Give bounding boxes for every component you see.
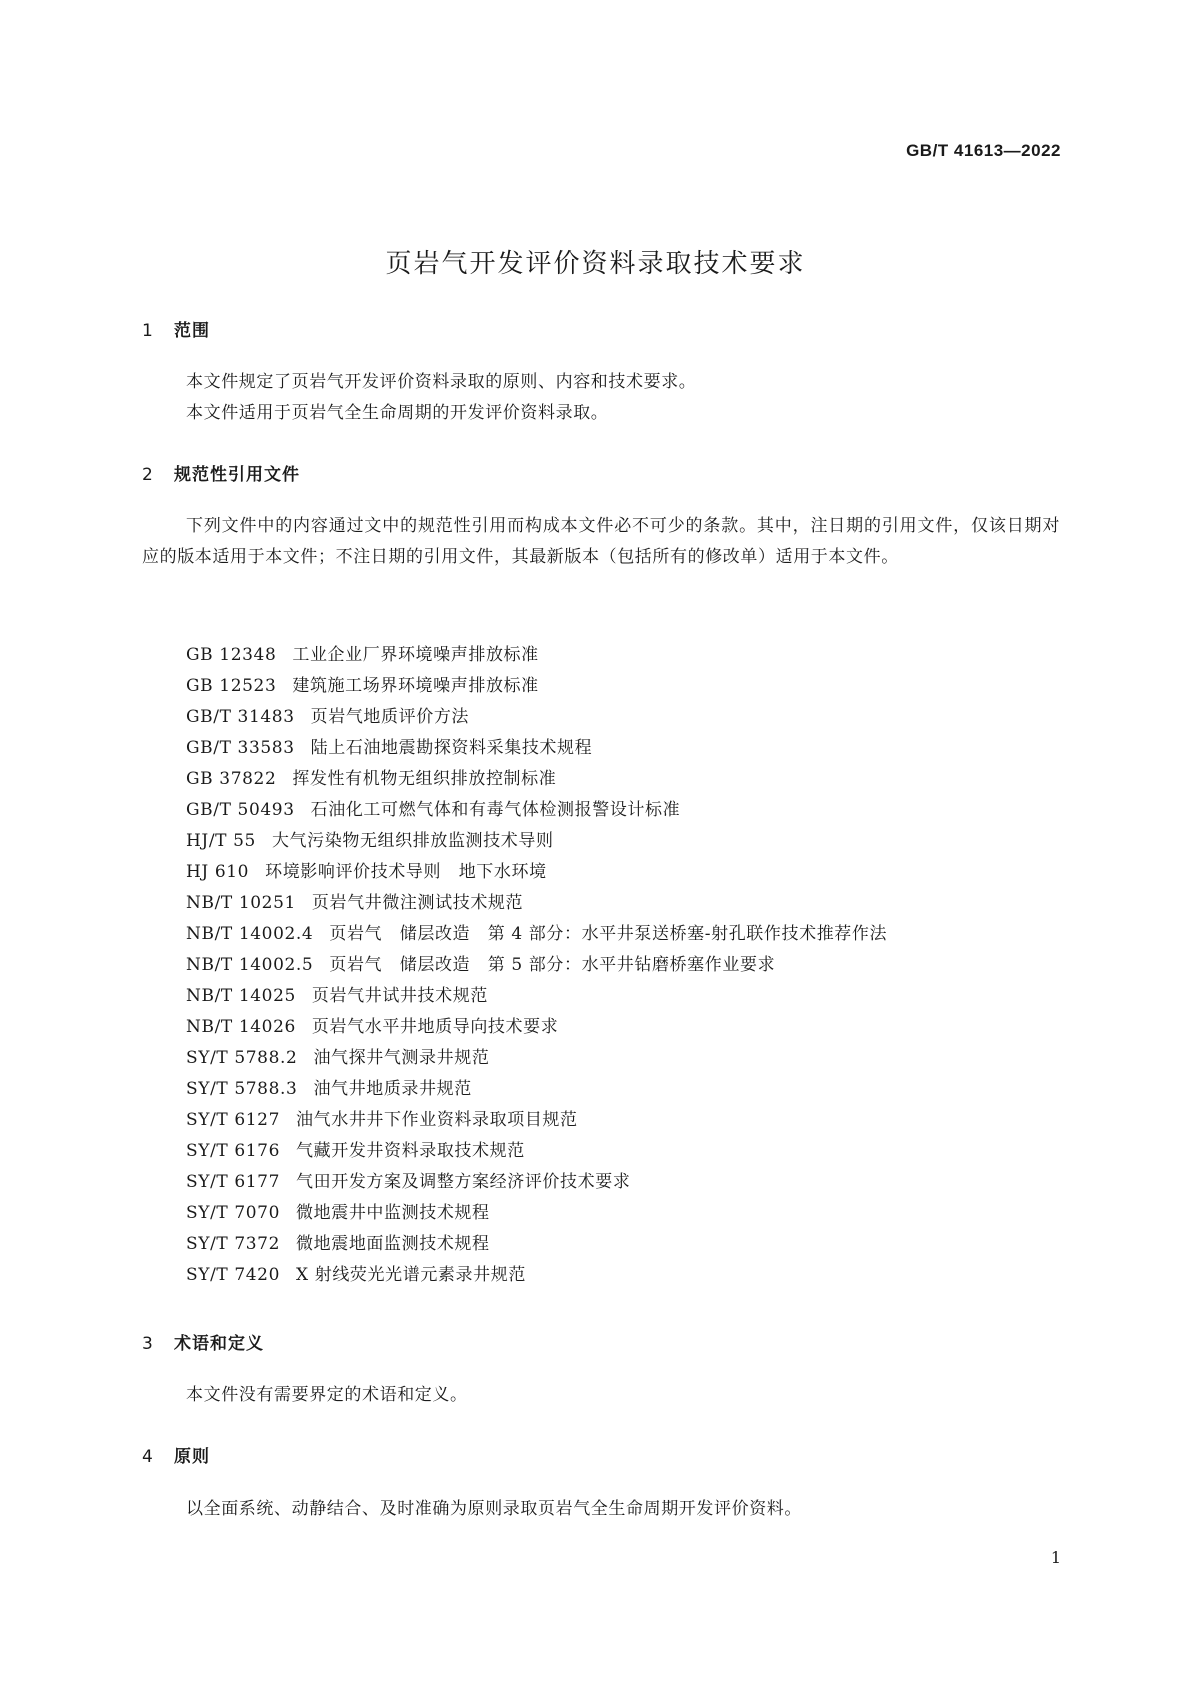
reference-title: 页岩气水平井地质导向技术要求 [311, 1017, 559, 1037]
reference-title: 页岩气地质评价方法 [310, 707, 470, 727]
page-number: 1 [1050, 1548, 1061, 1567]
reference-title: 气藏开发井资料录取技术规范 [296, 1141, 525, 1161]
section-title: 范围 [174, 321, 210, 341]
section-4-heading [142, 1442, 210, 1467]
reference-title: 气田开发方案及调整方案经济评价技术要求 [296, 1172, 631, 1192]
reference-title: X 射线荧光光谱元素录井规范 [296, 1265, 526, 1285]
document-title: 页岩气开发评价资料录取技术要求 [385, 249, 806, 279]
reference-code: SY/T 5788.3 [186, 1079, 298, 1099]
section-number: 2 [142, 465, 154, 485]
section-number: 3 [142, 1334, 154, 1354]
reference-item [186, 826, 887, 857]
reference-code: HJ/T 55 [186, 831, 256, 851]
reference-code: NB/T 14002.4 [186, 924, 314, 944]
section-1-heading [142, 316, 210, 341]
reference-title: 页岩气井试井技术规范 [311, 986, 488, 1006]
reference-code: NB/T 10251 [186, 893, 296, 913]
reference-item [186, 1074, 887, 1105]
standard-code: GB/T 41613—2022 [906, 141, 1061, 160]
reference-title: 微地震地面监测技术规程 [296, 1234, 490, 1254]
reference-item [186, 888, 887, 919]
section-3-heading [142, 1329, 264, 1354]
reference-code: GB/T 50493 [186, 800, 295, 820]
reference-item [186, 795, 887, 826]
reference-code: SY/T 5788.2 [186, 1048, 298, 1068]
reference-title: 建筑施工场界环境噪声排放标准 [292, 676, 539, 696]
reference-title: 环境影响评价技术导则 地下水环境 [265, 862, 547, 882]
reference-item [186, 1043, 887, 1074]
reference-code: SY/T 6177 [186, 1172, 281, 1192]
reference-code: SY/T 7420 [186, 1265, 281, 1285]
reference-item [186, 1260, 887, 1291]
reference-code: GB/T 33583 [186, 738, 295, 758]
reference-list [186, 640, 887, 1291]
paragraph: 本文件规定了页岩气开发评价资料录取的原则、内容和技术要求。 [186, 372, 697, 392]
paragraph: 本文件适用于页岩气全生命周期的开发评价资料录取。 [186, 403, 609, 423]
reference-item [186, 857, 887, 888]
reference-title: 工业企业厂界环境噪声排放标准 [292, 645, 539, 665]
reference-item [186, 1167, 887, 1198]
paragraph: 以全面系统、动静结合、及时准确为原则录取页岩气全生命周期开发评价资料。 [186, 1499, 802, 1519]
reference-title: 挥发性有机物无组织排放控制标准 [292, 769, 557, 789]
reference-item [186, 1012, 887, 1043]
reference-item [186, 671, 887, 702]
reference-title: 油气探井气测录井规范 [313, 1048, 490, 1068]
reference-title: 油气水井井下作业资料录取项目规范 [296, 1110, 578, 1130]
reference-item [186, 1198, 887, 1229]
reference-title: 石油化工可燃气体和有毒气体检测报警设计标准 [310, 800, 681, 820]
reference-title: 陆上石油地震勘探资料采集技术规程 [310, 738, 593, 758]
paragraph: 下列文件中的内容通过文中的规范性引用而构成本文件必不可少的条款。其中，注日期的引用文件，仅该日期对应的版本适用于本文件；不注日期的引用文件，其最新版本（包括所有的修改单）适用于本文件。 [142, 516, 1060, 567]
reference-item [186, 1105, 887, 1136]
reference-item [186, 1136, 887, 1167]
reference-code: GB/T 31483 [186, 707, 295, 727]
reference-item [186, 919, 887, 950]
reference-code: GB 12348 [186, 645, 277, 665]
reference-code: NB/T 14025 [186, 986, 296, 1006]
reference-code: NB/T 14002.5 [186, 955, 314, 975]
section-number: 1 [142, 321, 154, 341]
reference-title: 页岩气 储层改造 第 4 部分：水平井泵送桥塞-射孔联作技术推荐作法 [329, 924, 888, 944]
reference-code: SY/T 7372 [186, 1234, 281, 1254]
section-title: 原则 [174, 1447, 210, 1467]
reference-item [186, 1229, 887, 1260]
reference-title: 页岩气 储层改造 第 5 部分：水平井钻磨桥塞作业要求 [329, 955, 776, 975]
reference-item [186, 733, 887, 764]
section-2-heading [142, 460, 300, 485]
reference-title: 页岩气井微注测试技术规范 [311, 893, 524, 913]
reference-item [186, 702, 887, 733]
section-number: 4 [142, 1447, 154, 1467]
paragraph: 本文件没有需要界定的术语和定义。 [186, 1385, 468, 1405]
reference-item [186, 981, 887, 1012]
reference-code: SY/T 6176 [186, 1141, 281, 1161]
reference-code: SY/T 7070 [186, 1203, 281, 1223]
reference-code: HJ 610 [186, 862, 250, 882]
section-title: 规范性引用文件 [174, 465, 300, 485]
reference-code: GB 37822 [186, 769, 277, 789]
reference-item [186, 764, 887, 795]
reference-code: NB/T 14026 [186, 1017, 296, 1037]
reference-code: SY/T 6127 [186, 1110, 281, 1130]
reference-code: GB 12523 [186, 676, 277, 696]
reference-title: 油气井地质录井规范 [313, 1079, 472, 1099]
reference-title: 大气污染物无组织排放监测技术导则 [271, 831, 554, 851]
reference-item [186, 640, 887, 671]
section-title: 术语和定义 [174, 1334, 264, 1354]
reference-item [186, 950, 887, 981]
reference-title: 微地震井中监测技术规程 [296, 1203, 490, 1223]
